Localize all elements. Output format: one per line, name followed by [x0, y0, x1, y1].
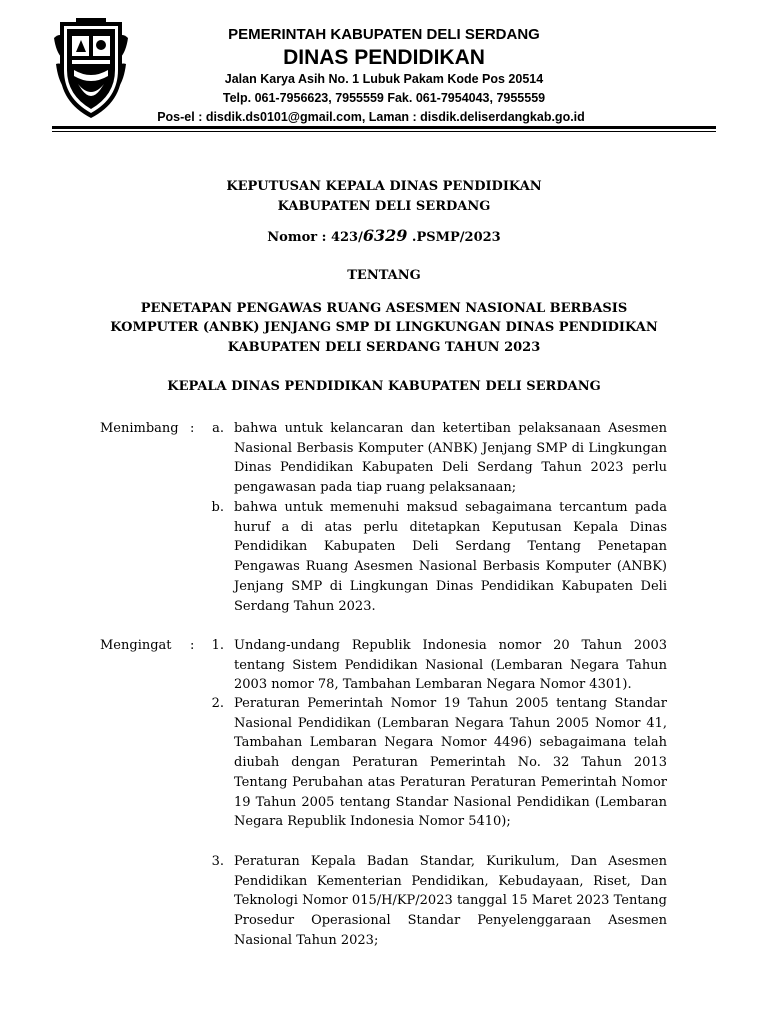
menimbang-label: Menimbang	[100, 421, 179, 436]
decree-title-line2: KABUPATEN DELI SERDANG	[277, 199, 491, 214]
letterhead	[130, 26, 638, 128]
menimbang-item-a-marker: a.	[212, 421, 224, 436]
letterhead-agency: DINAS PENDIDIKAN	[283, 46, 485, 69]
deli-serdang-coat-of-arms-icon	[54, 18, 128, 122]
decree-tentang: TENTANG	[347, 268, 421, 283]
decree-number-suffix: .PSMP/2023	[407, 230, 501, 245]
mengingat-item-1-text: Undang-undang Republik Indonesia nomor 20 Tahun 2003 tentang Sistem Pendidikan Nasional (Lembaran Negara Tahun 2003 nomor 78, Tambahan Lembaran Negara Nomor 4301).	[234, 638, 667, 693]
decree-number-prefix: Nomor : 423/	[267, 230, 363, 245]
mengingat-item-3-text: Peraturan Kepala Badan Standar, Kurikulum, Dan Asesmen Pendidikan Kementerian Pendidikan, Kebudayaan, Riset, Dan Teknologi Nomor 015/H/KP/2023 tanggal 15 Maret 2023 Tentang Prosedur Operasional Standar Penyelenggaraan Asesmen Nasional Tahun 2023;	[234, 854, 667, 948]
decree-number	[0, 226, 768, 245]
letterhead-government: PEMERINTAH KABUPATEN DELI SERDANG	[228, 26, 540, 43]
decree-title-line1: KEPUTUSAN KEPALA DINAS PENDIDIKAN	[226, 179, 542, 194]
letterhead-address: Jalan Karya Asih No. 1 Lubuk Pakam Kode Pos 20514	[224, 72, 544, 86]
menimbang-item-b-text: bahwa untuk memenuhi maksud sebagaimana tercantum pada huruf a di atas perlu ditetapkan Keputusan Kepala Dinas Pendidikan Kabupaten Deli Serdang Tentang Penetapan Pengawas Ruang Asesmen Nasional Berbasis Komputer (ANBK) Jenjang SMP di Lingkungan Dinas Pendidikan Kabupaten Deli Serdang Tahun 2023.	[234, 500, 667, 614]
letterhead-email-web: Pos-el : disdik.ds0101@gmail.com, Laman : disdik.deliserdangkab.go.id	[157, 110, 585, 124]
decree-subject-line1: PENETAPAN PENGAWAS RUANG ASESMEN NASIONAL BERBASIS	[140, 301, 628, 316]
letterhead-phone: Telp. 061-7956623, 7955559 Fak. 061-7954043, 7955559	[222, 91, 546, 105]
mengingat-item-3-marker: 3.	[211, 854, 224, 869]
menimbang-colon: :	[190, 421, 195, 436]
mengingat-item-2-marker: 2.	[211, 696, 224, 711]
letterhead-divider-thick	[52, 126, 716, 129]
decree-official: KEPALA DINAS PENDIDIKAN KABUPATEN DELI SERDANG	[167, 379, 601, 394]
mengingat-label: Mengingat	[100, 638, 172, 653]
decree-number-handwritten: 6329	[362, 226, 408, 245]
decree-subject-line2: KOMPUTER (ANBK) JENJANG SMP DI LINGKUNGAN DINAS PENDIDIKAN	[110, 320, 658, 335]
menimbang-item-a-text: bahwa untuk kelancaran dan ketertiban pelaksanaan Asesmen Nasional Berbasis Komputer (ANBK) Jenjang SMP di Lingkungan Dinas Pendidikan Kabupaten Deli Serdang Tahun 2023 perlu pengawasan pada tiap ruang pelaksanaan;	[234, 421, 667, 496]
decree-subject-line3: KABUPATEN DELI SERDANG TAHUN 2023	[227, 340, 541, 355]
mengingat-item-2-text: Peraturan Pemerintah Nomor 19 Tahun 2005 tentang Standar Nasional Pendidikan (Lembaran Negara Tahun 2005 Nomor 41, Tambahan Lembaran Negara Nomor 4496) sebagaimana telah diubah dengan Peraturan Pemerintah No. 32 Tahun 2013 Tentang Perubahan atas Peraturan Peraturan Pemerintah Nomor 19 Tahun 2005 tentang Standar Nasional Pendidikan (Lembaran Negara Republik Indonesia Nomor 5410);	[234, 696, 667, 830]
menimbang-item-b-marker: b.	[211, 500, 224, 515]
mengingat-item-1-marker: 1.	[211, 638, 224, 653]
letterhead-divider-thin	[52, 131, 716, 132]
mengingat-colon: :	[190, 638, 195, 653]
